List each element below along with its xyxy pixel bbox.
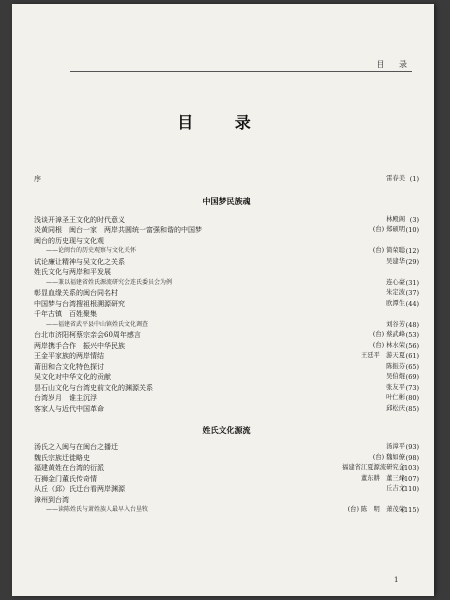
entry-title: 彰显血缘关系的闽台同名村	[34, 289, 118, 297]
section-heading: 姓氏文化源流	[202, 426, 251, 435]
section-heading: 中国梦民族魂	[202, 196, 251, 206]
entry-title: 石狮金门董氏传奇情	[34, 474, 97, 483]
entry-author: (台) 简荣聪	[372, 247, 405, 254]
entry-author: 朱定波	[386, 289, 405, 296]
entry-title: 客家人与近代中国革命	[34, 404, 104, 413]
page-number: 1	[394, 576, 399, 584]
toc-entry	[34, 288, 419, 299]
entry-title: 从丘（邱）氏迁台看两岸渊源	[34, 485, 125, 493]
toc-entry	[34, 320, 419, 331]
entry-page: (73)	[405, 383, 419, 392]
entry-author: (台) 陈 明 萧茂荣	[347, 506, 405, 513]
entry-title: 试论廉让精神与吴文化之关系	[34, 257, 125, 266]
toc-entry	[34, 404, 419, 415]
toc-entry	[34, 299, 419, 310]
toc-entry	[34, 246, 419, 257]
entry-title: 汤氏之入闽与在闽台之播迁	[34, 443, 118, 451]
entry-title: ——福建省武平县中山镇姓氏文化调查	[46, 320, 149, 328]
toc-entry	[34, 383, 419, 394]
entry-page: (65)	[405, 362, 419, 371]
entry-page: (93)	[405, 443, 419, 451]
entry-page: (10)	[405, 226, 419, 234]
entry-author: 刘谷芳	[386, 320, 405, 328]
toc-entry	[34, 505, 419, 516]
toc-entry	[34, 215, 419, 226]
toc-entry	[34, 484, 419, 495]
entry-author: 董东耕 董三烽	[360, 474, 405, 482]
entry-author: 欧潭生	[386, 299, 405, 307]
toc-entry	[34, 341, 419, 352]
book-page	[12, 4, 434, 596]
entry-author: 汤漳平	[386, 443, 405, 450]
entry-title: 中国梦与台湾搜祖根溯源研究	[34, 299, 125, 308]
entry-author: 福建省江夏源流研究会	[342, 464, 405, 471]
entry-page: (115)	[401, 506, 419, 514]
entry-page: (61)	[405, 352, 419, 360]
entry-page: (85)	[405, 404, 419, 413]
entry-title: ——论闽台的历史观察与文化关怀	[46, 247, 137, 254]
toc-entry	[34, 278, 419, 289]
header-rule	[70, 71, 412, 72]
entry-author: 王廷平 游天夏	[360, 352, 405, 359]
toc-entry	[34, 330, 419, 341]
entry-title: 昙石山文化与台湾史前文化的渊源关系	[34, 383, 153, 392]
entry-title: ——兼以福建省姓氏源流研究会连氏委员会为例	[46, 278, 173, 286]
toc-entry	[34, 453, 419, 464]
entry-title: 魏氏宗族迁徙略史	[34, 453, 90, 462]
entry-title: 姓氏文化与两岸和平发展	[34, 268, 111, 276]
entry-title: 浅谈开漳圣王文化的时代意义	[34, 215, 125, 224]
entry-title: 莆田和合文化特色探讨	[34, 362, 104, 371]
entry-title: 序	[34, 175, 41, 183]
entry-author: 张友平	[386, 383, 405, 391]
entry-title: 吴文化对中华文化的贡献	[34, 373, 111, 381]
entry-title: 炎黄同根 闽台一家 两岸共圆统一富强和谐的中国梦	[34, 226, 202, 234]
toc-entry	[34, 474, 419, 485]
toc-entry-preface	[34, 174, 419, 185]
toc-entry	[34, 267, 419, 278]
entry-title: ——读陈姓氏与萧姓族人最早入台垦牧	[46, 506, 149, 513]
toc-entry	[34, 362, 419, 373]
entry-title: 台北市济阳柯蔡宗亲会60周年感言	[34, 331, 141, 339]
entry-page: (103)	[401, 464, 419, 472]
entry-author: 吴伯焜	[386, 373, 405, 380]
entry-author: (台) 魏如僚	[372, 453, 405, 461]
toc-entry	[34, 393, 419, 404]
toc-entry	[34, 463, 419, 474]
entry-title: 两岸携手合作 振兴中华民族	[34, 341, 125, 350]
entry-page: (12)	[405, 247, 419, 255]
entry-page: (53)	[405, 331, 419, 339]
entry-page: (107)	[401, 474, 419, 483]
running-head: 目 录	[376, 60, 413, 69]
entry-page: (48)	[405, 320, 419, 329]
entry-title: 福建黄姓在台湾的衍派	[34, 464, 104, 472]
toc-entry	[34, 225, 419, 236]
entry-author: (台) 郑硕明	[372, 226, 405, 233]
toc-entry	[34, 236, 419, 247]
entry-title: 台湾岁月 谁主沉浮	[34, 394, 97, 402]
entry-page: (56)	[405, 341, 419, 350]
entry-page: (29)	[405, 257, 419, 266]
entry-author: (台) 林水荣	[372, 341, 405, 349]
entry-page: (37)	[405, 289, 419, 297]
entry-page: (44)	[405, 299, 419, 308]
entry-title: 漳州到台湾	[34, 495, 69, 504]
entry-author: 叶仁彬	[386, 394, 405, 401]
toc-sections	[34, 193, 419, 516]
entry-page: (1)	[409, 175, 419, 183]
entry-author: 邱松庆	[386, 404, 405, 412]
table-of-contents	[34, 174, 419, 516]
entry-page: (110)	[401, 485, 419, 493]
entry-page: (31)	[405, 278, 419, 287]
entry-page: (98)	[405, 453, 419, 462]
entry-title: 千年古镇 百姓聚集	[34, 310, 97, 318]
entry-author: 吴建华	[386, 257, 405, 265]
entry-page: (69)	[405, 373, 419, 381]
entry-author: 连心豪	[386, 278, 405, 286]
toc-entry	[34, 351, 419, 362]
toc-entry	[34, 309, 419, 320]
page-title: 目 录	[177, 113, 269, 132]
entry-author: 雷春美	[386, 175, 405, 182]
entry-page: (3)	[409, 215, 419, 224]
entry-author: (台) 蔡武峰	[372, 331, 405, 338]
entry-page: (80)	[405, 394, 419, 402]
toc-entry	[34, 495, 419, 506]
entry-author: 陈振芬	[386, 362, 405, 370]
toc-entry	[34, 442, 419, 453]
toc-entry	[34, 372, 419, 383]
toc-entry	[34, 257, 419, 268]
entry-author: 丘吉文	[386, 485, 405, 492]
entry-title: 王金平家族的两岸情结	[34, 352, 104, 360]
entry-title: 闽台的历史现与文化观	[34, 236, 104, 245]
entry-author: 林殿阁	[386, 215, 405, 223]
